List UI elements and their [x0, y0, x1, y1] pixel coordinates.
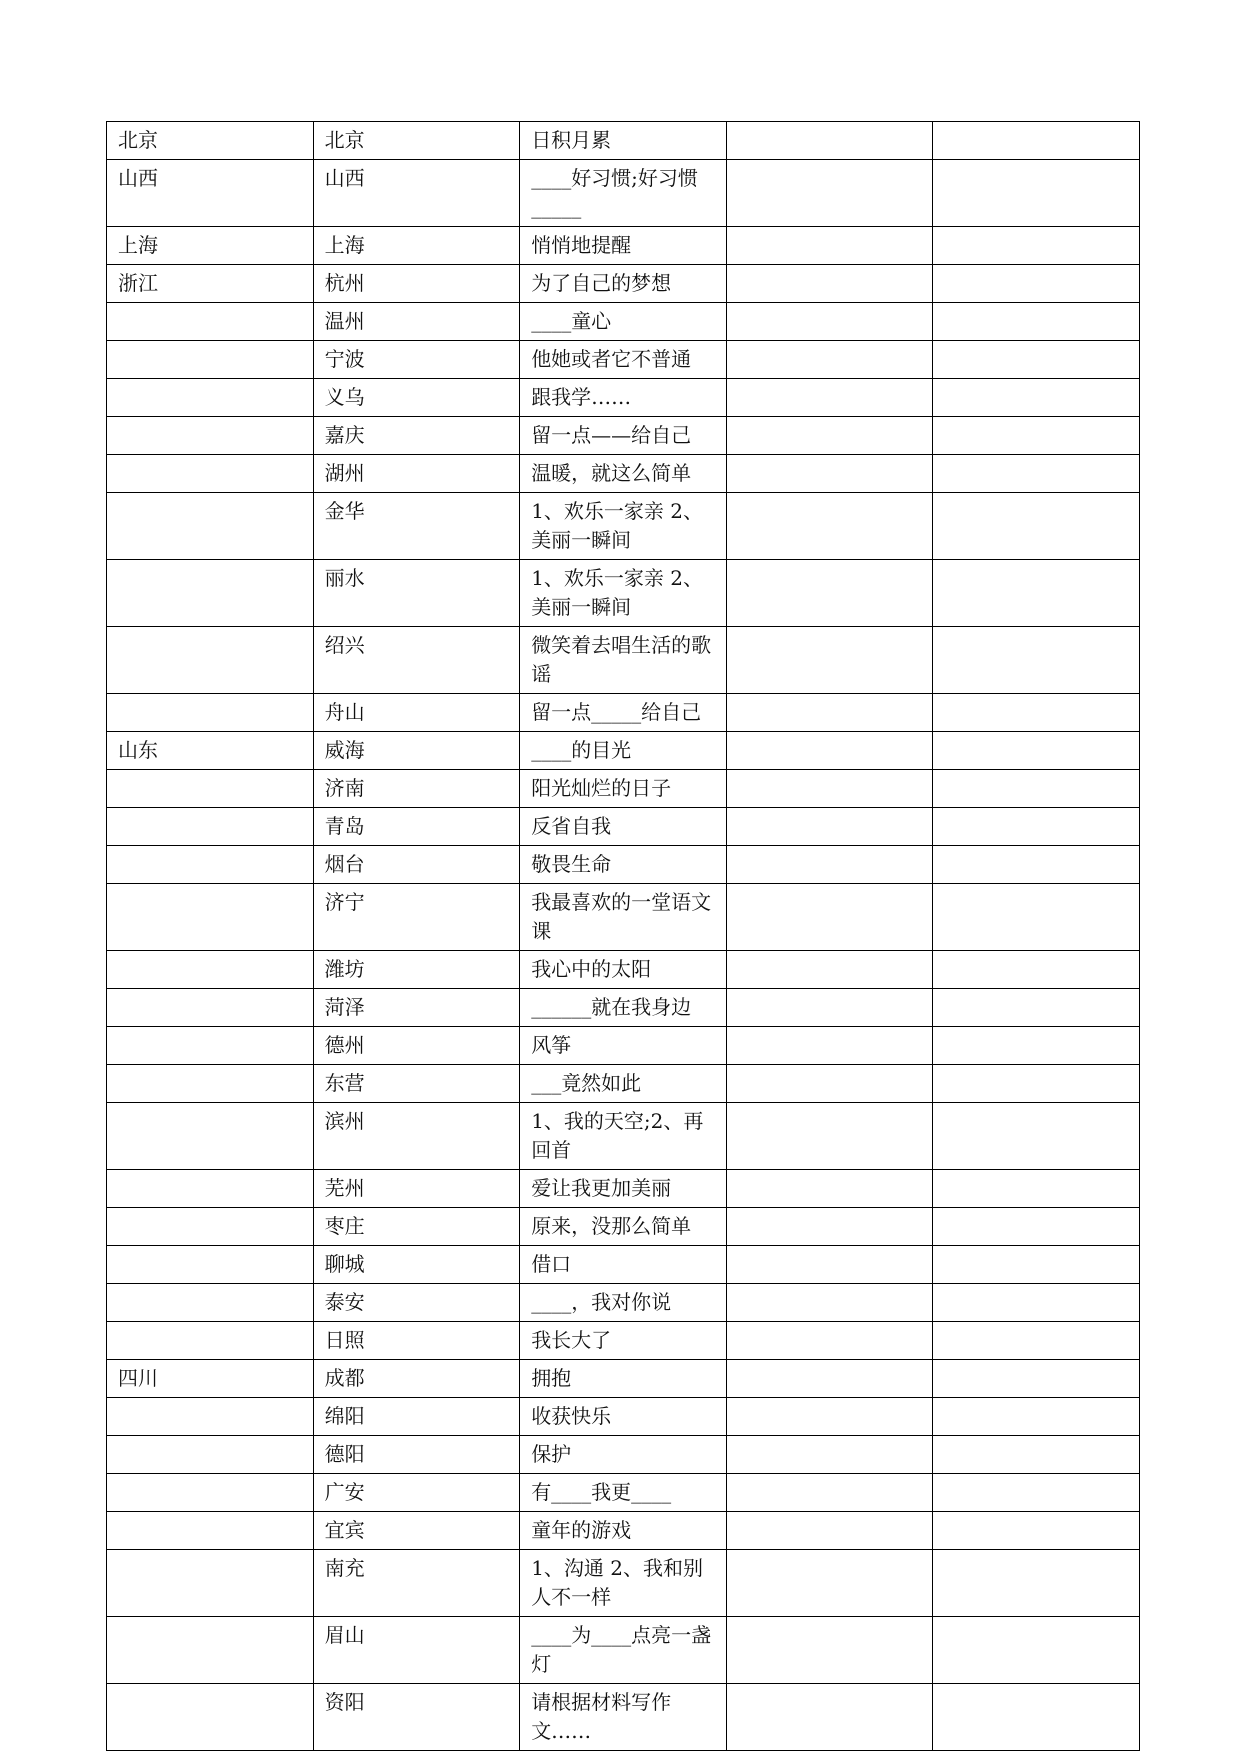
- province-cell: [107, 1322, 314, 1360]
- city-cell: 烟台: [313, 846, 520, 884]
- table-row: [107, 1103, 1140, 1170]
- table-row: [107, 951, 1140, 989]
- topic-cell: 阳光灿烂的日子: [520, 770, 727, 808]
- empty-cell: [726, 1474, 933, 1512]
- table-row: [107, 1170, 1140, 1208]
- topic-cell: 留一点_____给自己: [520, 694, 727, 732]
- topic-cell: 跟我学……: [520, 379, 727, 417]
- empty-cell: [726, 1550, 933, 1617]
- province-cell: 山东: [107, 732, 314, 770]
- empty-cell: [933, 951, 1140, 989]
- city-cell: 德阳: [313, 1436, 520, 1474]
- empty-cell: [933, 884, 1140, 951]
- table-row: [107, 1436, 1140, 1474]
- empty-cell: [726, 1436, 933, 1474]
- empty-cell: [726, 846, 933, 884]
- empty-cell: [933, 627, 1140, 694]
- table-row: [107, 694, 1140, 732]
- essay-topic-table: [106, 121, 1140, 1751]
- province-cell: [107, 1398, 314, 1436]
- city-cell: 日照: [313, 1322, 520, 1360]
- empty-cell: [726, 122, 933, 160]
- city-cell: 青岛: [313, 808, 520, 846]
- province-cell: [107, 560, 314, 627]
- city-cell: 舟山: [313, 694, 520, 732]
- topic-cell: ______就在我身边: [520, 989, 727, 1027]
- city-cell: 潍坊: [313, 951, 520, 989]
- province-cell: [107, 694, 314, 732]
- city-cell: 菏泽: [313, 989, 520, 1027]
- province-cell: [107, 1684, 314, 1751]
- table-row: [107, 379, 1140, 417]
- empty-cell: [933, 1284, 1140, 1322]
- table-row: [107, 1208, 1140, 1246]
- empty-cell: [726, 808, 933, 846]
- province-cell: [107, 1512, 314, 1550]
- empty-cell: [933, 770, 1140, 808]
- empty-cell: [726, 951, 933, 989]
- topic-cell: 为了自己的梦想: [520, 265, 727, 303]
- empty-cell: [726, 989, 933, 1027]
- city-cell: 济南: [313, 770, 520, 808]
- city-cell: 山西: [313, 160, 520, 227]
- empty-cell: [726, 732, 933, 770]
- empty-cell: [933, 1103, 1140, 1170]
- topic-cell: 他她或者它不普通: [520, 341, 727, 379]
- province-cell: [107, 379, 314, 417]
- empty-cell: [726, 493, 933, 560]
- table-row: [107, 1617, 1140, 1684]
- empty-cell: [933, 732, 1140, 770]
- province-cell: [107, 1027, 314, 1065]
- topic-cell: 借口: [520, 1246, 727, 1284]
- city-cell: 资阳: [313, 1684, 520, 1751]
- city-cell: 北京: [313, 122, 520, 160]
- city-cell: 枣庄: [313, 1208, 520, 1246]
- empty-cell: [933, 1360, 1140, 1398]
- empty-cell: [726, 1512, 933, 1550]
- empty-cell: [726, 1360, 933, 1398]
- empty-cell: [726, 1322, 933, 1360]
- empty-cell: [726, 627, 933, 694]
- empty-cell: [933, 1322, 1140, 1360]
- table-row: [107, 227, 1140, 265]
- empty-cell: [933, 417, 1140, 455]
- city-cell: 义乌: [313, 379, 520, 417]
- province-cell: [107, 455, 314, 493]
- province-cell: [107, 1065, 314, 1103]
- empty-cell: [726, 1027, 933, 1065]
- empty-cell: [726, 1398, 933, 1436]
- empty-cell: [726, 1684, 933, 1751]
- table-row: [107, 1398, 1140, 1436]
- empty-cell: [933, 694, 1140, 732]
- province-cell: [107, 493, 314, 560]
- empty-cell: [726, 884, 933, 951]
- empty-cell: [933, 560, 1140, 627]
- table-row: [107, 732, 1140, 770]
- topic-cell: ____童心: [520, 303, 727, 341]
- empty-cell: [933, 1170, 1140, 1208]
- topic-cell: 原来，没那么简单: [520, 1208, 727, 1246]
- province-cell: [107, 1103, 314, 1170]
- empty-cell: [726, 227, 933, 265]
- province-cell: [107, 1550, 314, 1617]
- topic-cell: 收获快乐: [520, 1398, 727, 1436]
- empty-cell: [933, 1617, 1140, 1684]
- table-row: [107, 1065, 1140, 1103]
- topic-cell: 拥抱: [520, 1360, 727, 1398]
- topic-cell: 我最喜欢的一堂语文课: [520, 884, 727, 951]
- empty-cell: [726, 341, 933, 379]
- empty-cell: [933, 303, 1140, 341]
- city-cell: 眉山: [313, 1617, 520, 1684]
- topic-cell: 保护: [520, 1436, 727, 1474]
- province-cell: 山西: [107, 160, 314, 227]
- table-row: [107, 808, 1140, 846]
- topic-cell: 日积月累: [520, 122, 727, 160]
- empty-cell: [933, 1474, 1140, 1512]
- topic-cell: 悄悄地提醒: [520, 227, 727, 265]
- table-row: [107, 989, 1140, 1027]
- empty-cell: [933, 1027, 1140, 1065]
- city-cell: 成都: [313, 1360, 520, 1398]
- city-cell: 金华: [313, 493, 520, 560]
- topic-cell: 微笑着去唱生活的歌谣: [520, 627, 727, 694]
- province-cell: [107, 1474, 314, 1512]
- province-cell: [107, 627, 314, 694]
- topic-cell: 1、沟通 2、我和别人不一样: [520, 1550, 727, 1617]
- city-cell: 丽水: [313, 560, 520, 627]
- empty-cell: [933, 846, 1140, 884]
- city-cell: 嘉庆: [313, 417, 520, 455]
- table-row: [107, 560, 1140, 627]
- table-row: [107, 1512, 1140, 1550]
- city-cell: 聊城: [313, 1246, 520, 1284]
- empty-cell: [933, 455, 1140, 493]
- province-cell: [107, 989, 314, 1027]
- city-cell: 湖州: [313, 455, 520, 493]
- empty-cell: [726, 265, 933, 303]
- empty-cell: [726, 770, 933, 808]
- table-body: [107, 122, 1140, 1751]
- table-row: [107, 417, 1140, 455]
- empty-cell: [933, 122, 1140, 160]
- city-cell: 德州: [313, 1027, 520, 1065]
- city-cell: 泰安: [313, 1284, 520, 1322]
- province-cell: [107, 951, 314, 989]
- topic-cell: 1、欢乐一家亲 2、美丽一瞬间: [520, 560, 727, 627]
- province-cell: [107, 1284, 314, 1322]
- province-cell: 浙江: [107, 265, 314, 303]
- empty-cell: [933, 227, 1140, 265]
- topic-cell: ____，我对你说: [520, 1284, 727, 1322]
- table-row: [107, 770, 1140, 808]
- table-row: [107, 1360, 1140, 1398]
- city-cell: 广安: [313, 1474, 520, 1512]
- empty-cell: [933, 1246, 1140, 1284]
- topic-cell: ____的目光: [520, 732, 727, 770]
- empty-cell: [726, 1103, 933, 1170]
- province-cell: [107, 303, 314, 341]
- table-row: [107, 1284, 1140, 1322]
- province-cell: [107, 770, 314, 808]
- empty-cell: [726, 417, 933, 455]
- city-cell: 绍兴: [313, 627, 520, 694]
- empty-cell: [726, 1617, 933, 1684]
- table-row: [107, 122, 1140, 160]
- province-cell: [107, 884, 314, 951]
- empty-cell: [933, 1684, 1140, 1751]
- empty-cell: [933, 265, 1140, 303]
- empty-cell: [933, 1065, 1140, 1103]
- province-cell: 上海: [107, 227, 314, 265]
- table-row: [107, 303, 1140, 341]
- topic-cell: 请根据材料写作文……: [520, 1684, 727, 1751]
- city-cell: 南充: [313, 1550, 520, 1617]
- table-row: [107, 1322, 1140, 1360]
- city-cell: 绵阳: [313, 1398, 520, 1436]
- topic-cell: 我长大了: [520, 1322, 727, 1360]
- topic-cell: 温暖，就这么简单: [520, 455, 727, 493]
- topic-cell: 1、我的天空;2、再回首: [520, 1103, 727, 1170]
- topic-cell: ____为____点亮一盏灯: [520, 1617, 727, 1684]
- topic-cell: ____好习惯;好习惯_____: [520, 160, 727, 227]
- empty-cell: [933, 1398, 1140, 1436]
- table-row: [107, 1550, 1140, 1617]
- empty-cell: [726, 694, 933, 732]
- province-cell: [107, 417, 314, 455]
- empty-cell: [726, 1246, 933, 1284]
- table-row: [107, 846, 1140, 884]
- empty-cell: [726, 160, 933, 227]
- topic-cell: 有____我更____: [520, 1474, 727, 1512]
- province-cell: [107, 1208, 314, 1246]
- province-cell: [107, 808, 314, 846]
- city-cell: 上海: [313, 227, 520, 265]
- empty-cell: [933, 1512, 1140, 1550]
- empty-cell: [933, 1436, 1140, 1474]
- city-cell: 宜宾: [313, 1512, 520, 1550]
- empty-cell: [726, 560, 933, 627]
- city-cell: 杭州: [313, 265, 520, 303]
- city-cell: 济宁: [313, 884, 520, 951]
- city-cell: 威海: [313, 732, 520, 770]
- table-row: [107, 455, 1140, 493]
- province-cell: 北京: [107, 122, 314, 160]
- topic-cell: 我心中的太阳: [520, 951, 727, 989]
- topic-cell: 风筝: [520, 1027, 727, 1065]
- table-row: [107, 1474, 1140, 1512]
- province-cell: 四川: [107, 1360, 314, 1398]
- empty-cell: [933, 989, 1140, 1027]
- topic-cell: 1、欢乐一家亲 2、美丽一瞬间: [520, 493, 727, 560]
- topic-cell: 反省自我: [520, 808, 727, 846]
- empty-cell: [933, 379, 1140, 417]
- empty-cell: [726, 1284, 933, 1322]
- province-cell: [107, 1246, 314, 1284]
- province-cell: [107, 1617, 314, 1684]
- empty-cell: [933, 341, 1140, 379]
- city-cell: 宁波: [313, 341, 520, 379]
- province-cell: [107, 1436, 314, 1474]
- city-cell: 东营: [313, 1065, 520, 1103]
- topic-cell: 留一点——给自己: [520, 417, 727, 455]
- empty-cell: [933, 808, 1140, 846]
- province-cell: [107, 341, 314, 379]
- empty-cell: [726, 1170, 933, 1208]
- table-row: [107, 884, 1140, 951]
- empty-cell: [726, 1065, 933, 1103]
- empty-cell: [933, 1550, 1140, 1617]
- topic-cell: 童年的游戏: [520, 1512, 727, 1550]
- table-row: [107, 341, 1140, 379]
- table-row: [107, 1027, 1140, 1065]
- topic-cell: 敬畏生命: [520, 846, 727, 884]
- topic-cell: 爱让我更加美丽: [520, 1170, 727, 1208]
- city-cell: 温州: [313, 303, 520, 341]
- empty-cell: [726, 1208, 933, 1246]
- empty-cell: [933, 160, 1140, 227]
- table-row: [107, 160, 1140, 227]
- empty-cell: [726, 379, 933, 417]
- empty-cell: [933, 1208, 1140, 1246]
- table-row: [107, 627, 1140, 694]
- table-row: [107, 265, 1140, 303]
- empty-cell: [726, 303, 933, 341]
- topic-cell: ___竟然如此: [520, 1065, 727, 1103]
- city-cell: 芜州: [313, 1170, 520, 1208]
- empty-cell: [933, 493, 1140, 560]
- province-cell: [107, 1170, 314, 1208]
- table-row: [107, 1246, 1140, 1284]
- empty-cell: [726, 455, 933, 493]
- province-cell: [107, 846, 314, 884]
- table-row: [107, 1684, 1140, 1751]
- table-row: [107, 493, 1140, 560]
- city-cell: 滨州: [313, 1103, 520, 1170]
